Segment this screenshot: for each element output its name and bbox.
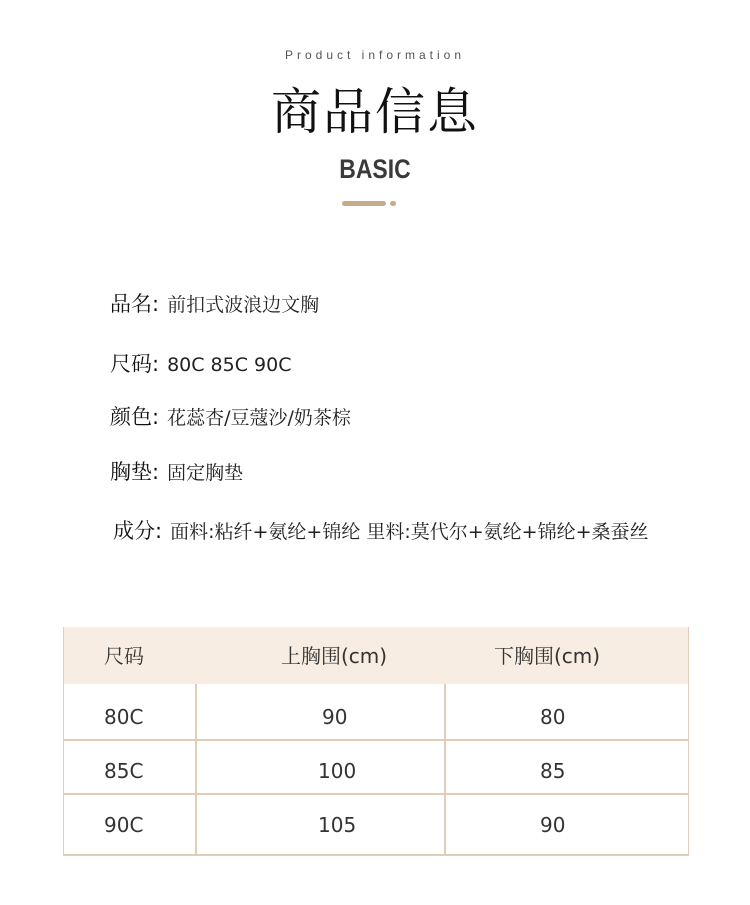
info-row-size	[110, 348, 292, 378]
info-row-name	[110, 288, 319, 318]
info-value-name: 前扣式波浪边文胸	[167, 294, 320, 316]
table-header-upper-bust: 上胸围(cm)	[281, 644, 388, 668]
table-cell: 90	[322, 705, 348, 729]
info-label-name: 品名:	[110, 292, 160, 316]
table-cell: 90	[540, 813, 566, 837]
info-value-color: 花蕊杏/豆蔻沙/奶茶棕	[167, 407, 351, 429]
info-label-composition: 成分:	[113, 519, 163, 543]
info-value-composition: 面料:粘纤+氨纶+锦纶 里料:莫代尔+氨纶+锦纶+桑蚕丝	[170, 521, 649, 543]
table-cell: 85C	[104, 759, 144, 783]
info-row-composition	[113, 515, 649, 545]
section-label-basic: BASIC	[339, 154, 411, 184]
table-divider	[64, 739, 688, 741]
info-row-color	[110, 401, 351, 431]
table-cell: 90C	[104, 813, 144, 837]
size-table	[63, 627, 689, 856]
info-row-pad	[110, 456, 243, 486]
table-cell: 80C	[104, 705, 144, 729]
table-divider	[64, 793, 688, 795]
info-value-size: 80C 85C 90C	[167, 354, 292, 376]
table-cell: 105	[318, 813, 357, 837]
info-value-pad: 固定胸垫	[167, 462, 244, 484]
table-divider	[195, 684, 197, 854]
accent-dot	[390, 201, 396, 206]
table-header-size: 尺码	[104, 644, 144, 668]
subtitle-english: Product information	[284, 48, 466, 62]
info-label-color: 颜色:	[110, 405, 160, 429]
table-header-under-bust: 下胸围(cm)	[494, 644, 601, 668]
table-cell: 85	[540, 759, 566, 783]
info-label-size: 尺码:	[110, 352, 160, 376]
page-title: 商品信息	[271, 83, 479, 141]
info-label-pad: 胸垫:	[110, 460, 160, 484]
table-divider	[444, 684, 446, 854]
table-cell: 80	[540, 705, 566, 729]
accent-bar	[342, 201, 386, 206]
table-cell: 100	[318, 759, 357, 783]
